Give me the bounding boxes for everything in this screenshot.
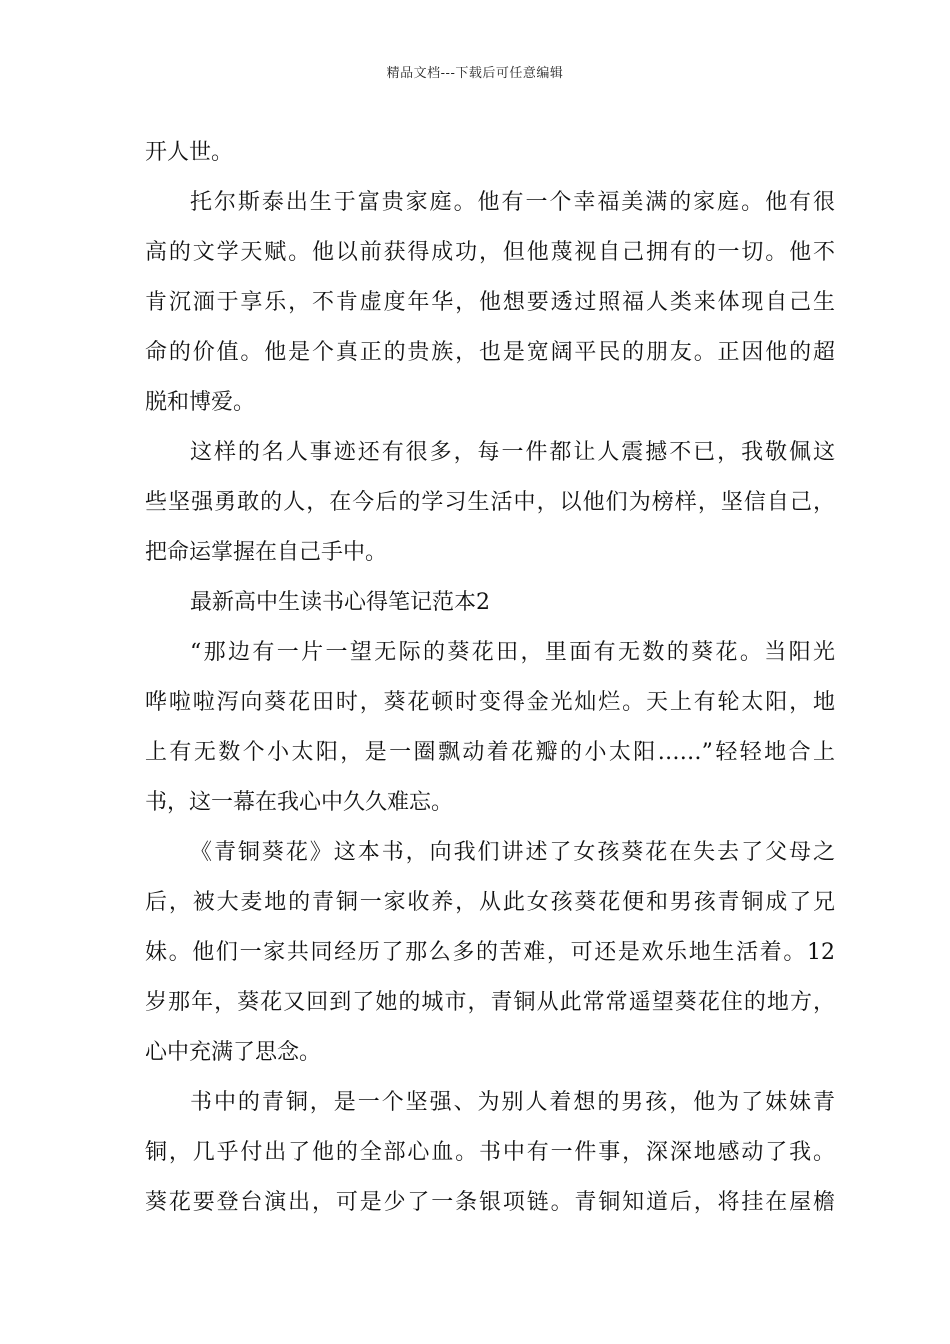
page-header: 精品文档---下载后可任意编辑 [386,66,564,81]
section-heading: 最新高中生读书心得笔记范本2 [190,590,490,615]
document-body [145,128,835,1228]
text-line: 哗啦啦泻向葵花田时，葵花顿时变得金光灿烂。天上有轮太阳，地 [145,690,835,715]
text-line: 高的文学天赋。他以前获得成功，但他蔑视自己拥有的一切。他不 [145,240,835,265]
text-line: 书中的青铜，是一个坚强、为别人着想的男孩，他为了妹妹青 [190,1090,835,1115]
text-line: 心中充满了思念。 [145,1040,322,1065]
text-line: 开人世。 [145,140,234,165]
text-line: 岁那年，葵花又回到了她的城市，青铜从此常常遥望葵花住的地方， [145,990,835,1015]
text-line: “那边有一片一望无际的葵花田，里面有无数的葵花。当阳光 [190,640,835,665]
text-line: 妹。他们一家共同经历了那么多的苦难，可还是欢乐地生活着。12 [145,940,835,965]
text-line: 上有无数个小太阳，是一圈飘动着花瓣的小太阳……”轻轻地合上 [145,740,835,765]
text-line: 后，被大麦地的青铜一家收养，从此女孩葵花便和男孩青铜成了兄 [145,890,835,915]
text-line: 肯沉湎于享乐，不肯虚度年华，他想要透过照福人类来体现自己生 [145,290,835,315]
text-line: 《青铜葵花》这本书，向我们讲述了女孩葵花在失去了父母之 [190,840,835,865]
text-line: 葵花要登台演出，可是少了一条银项链。青铜知道后，将挂在屋檐 [145,1190,835,1215]
text-line: 书，这一幕在我心中久久难忘。 [145,790,454,815]
text-line: 铜，几乎付出了他的全部心血。书中有一件事，深深地感动了我。 [145,1140,835,1165]
text-line: 把命运掌握在自己手中。 [145,540,388,565]
text-line: 命的价值。他是个真正的贵族，也是宽阔平民的朋友。正因他的超 [145,340,835,365]
text-line: 脱和博爱。 [145,390,256,415]
text-line: 些坚强勇敢的人，在今后的学习生活中，以他们为榜样，坚信自己， [145,490,835,515]
text-line: 托尔斯泰出生于富贵家庭。他有一个幸福美满的家庭。他有很 [190,190,835,215]
text-line: 这样的名人事迹还有很多，每一件都让人震撼不已，我敬佩这 [190,440,835,465]
